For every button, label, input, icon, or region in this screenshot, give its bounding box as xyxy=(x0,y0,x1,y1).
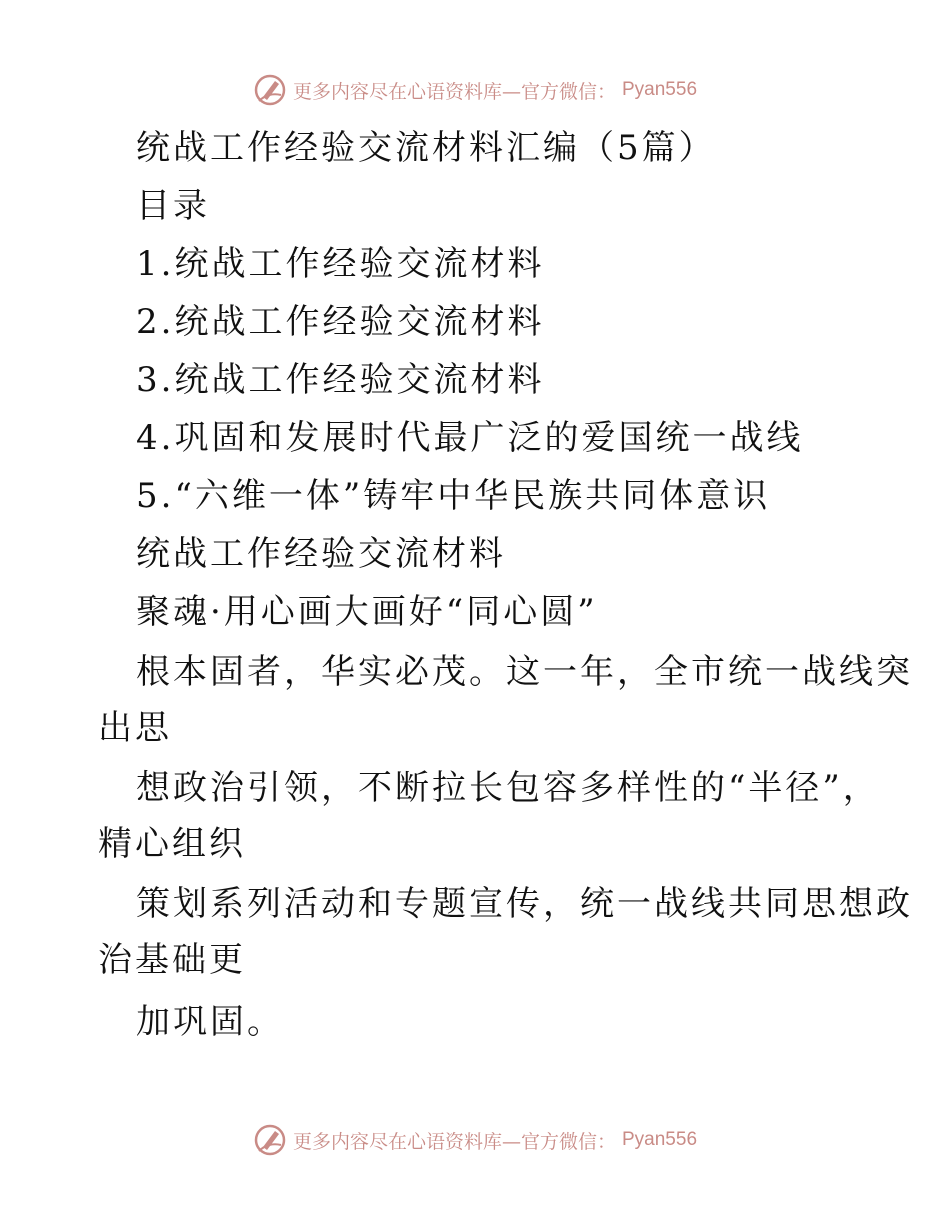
toc-item-3: 3.统战工作经验交流材料 xyxy=(136,360,545,400)
footer-watermark-inner xyxy=(253,1123,697,1157)
paragraph-line-5: 策划系列活动和专题宣传，统一战线共同思想政 xyxy=(136,884,913,924)
toc-heading: 目录 xyxy=(136,186,210,226)
paragraph-line-3: 想政治引领，不断拉长包容多样性的“半径”， xyxy=(136,768,880,808)
paragraph-line-2: 出思 xyxy=(98,708,172,748)
pen-logo-icon xyxy=(253,73,287,107)
header-watermark xyxy=(0,70,950,110)
toc-item-4: 4.巩固和发展时代最广泛的爱国统一战线 xyxy=(136,418,804,458)
toc-item-1: 1.统战工作经验交流材料 xyxy=(136,244,545,284)
paragraph-line-4: 精心组织 xyxy=(98,824,246,864)
paragraph-line-6: 治基础更 xyxy=(98,940,246,980)
paragraph-line-7: 加巩固。 xyxy=(136,1002,284,1042)
footer-watermark xyxy=(0,1120,950,1160)
document-title: 统战工作经验交流材料汇编（5篇） xyxy=(136,128,716,168)
pen-logo-icon xyxy=(253,1123,287,1157)
watermark-text: 更多内容尽在心语资料库—官方微信： xyxy=(292,1130,616,1153)
header-watermark-inner xyxy=(253,73,697,107)
section-subtitle: 聚魂·用心画大画好“同心圆” xyxy=(136,592,598,632)
watermark-text: 更多内容尽在心语资料库—官方微信： xyxy=(292,80,616,103)
section-title: 统战工作经验交流材料 xyxy=(136,534,506,574)
toc-item-2: 2.统战工作经验交流材料 xyxy=(136,302,545,342)
paragraph-line-1: 根本固者，华实必茂。这一年，全市统一战线突 xyxy=(136,652,913,692)
watermark-wechat-id: Pyan556 xyxy=(622,79,698,100)
watermark-wechat-id: Pyan556 xyxy=(622,1129,698,1150)
toc-item-5: 5.“六维一体”铸牢中华民族共同体意识 xyxy=(136,476,771,516)
